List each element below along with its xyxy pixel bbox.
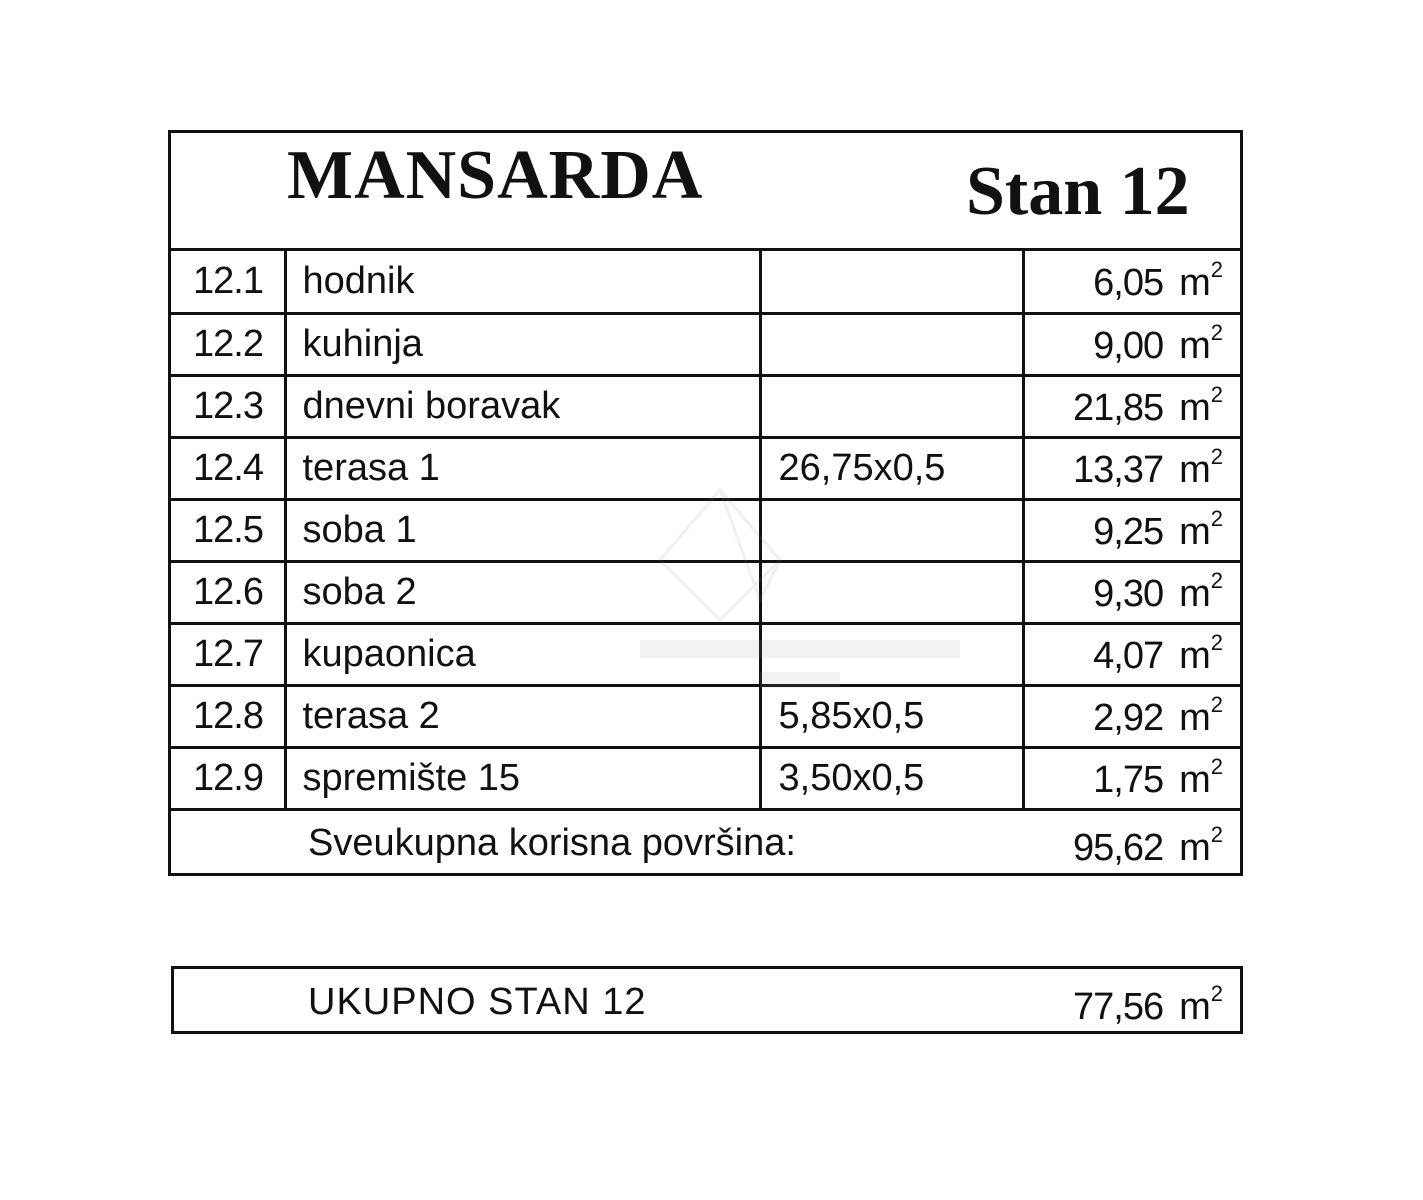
table-row <box>171 437 1240 499</box>
room-area-unit-exponent: 2 <box>1210 506 1222 531</box>
room-number: 12.8 <box>171 685 285 747</box>
rooms-table <box>171 251 1240 811</box>
room-dimensions <box>760 561 1023 623</box>
room-area <box>1023 375 1240 437</box>
room-number: 12.1 <box>171 251 285 313</box>
room-number: 12.5 <box>171 499 285 561</box>
room-number: 12.3 <box>171 375 285 437</box>
room-number: 12.7 <box>171 623 285 685</box>
total-unit-exponent: 2 <box>1210 821 1222 847</box>
room-dimensions: 3,50x0,5 <box>760 747 1023 809</box>
room-area-value: 21,85 <box>1073 387 1164 429</box>
room-area-unit-exponent: 2 <box>1210 320 1222 345</box>
total-unit: m <box>1179 826 1210 869</box>
room-area-unit: m <box>1179 697 1210 739</box>
room-name: kupaonica <box>285 623 760 685</box>
room-dimensions: 5,85x0,5 <box>760 685 1023 747</box>
room-name: soba 1 <box>285 499 760 561</box>
room-area-unit: m <box>1179 387 1210 429</box>
room-area-unit: m <box>1179 262 1210 305</box>
table-row <box>171 251 1240 313</box>
room-area-unit-exponent: 2 <box>1210 257 1222 283</box>
table-row <box>171 685 1240 747</box>
table-row <box>171 623 1240 685</box>
table-row <box>171 747 1240 809</box>
total-label: Sveukupna korisna površina: <box>308 821 796 864</box>
room-area <box>1023 437 1240 499</box>
table-row <box>171 561 1240 623</box>
room-dimensions <box>760 375 1023 437</box>
room-area-value: 6,05 <box>1093 262 1164 305</box>
room-number: 12.9 <box>171 747 285 809</box>
room-area-value: 4,07 <box>1093 635 1164 677</box>
room-area <box>1023 313 1240 375</box>
floor-title: MANSARDA <box>287 137 704 214</box>
room-number: 12.6 <box>171 561 285 623</box>
summary-label: UKUPNO STAN 12 <box>308 981 647 1023</box>
room-dimensions <box>760 313 1023 375</box>
room-area-unit: m <box>1179 759 1210 801</box>
room-dimensions <box>760 251 1023 313</box>
room-area-value: 9,25 <box>1093 511 1164 553</box>
room-name: hodnik <box>285 251 760 313</box>
room-name: terasa 1 <box>285 437 760 499</box>
room-area-value: 2,92 <box>1093 697 1164 739</box>
room-area <box>1023 623 1240 685</box>
room-area <box>1023 251 1240 313</box>
room-dimensions <box>760 623 1023 685</box>
room-name: dnevni boravak <box>285 375 760 437</box>
area-table <box>168 130 1243 876</box>
room-area-value: 9,00 <box>1093 325 1164 367</box>
summary-area-value: 77,56 <box>1073 986 1164 1028</box>
room-area <box>1023 685 1240 747</box>
room-name: kuhinja <box>285 313 760 375</box>
room-area-unit-exponent: 2 <box>1210 382 1222 407</box>
room-area-value: 1,75 <box>1093 759 1164 801</box>
room-area-unit-exponent: 2 <box>1210 754 1222 779</box>
table-row <box>171 313 1240 375</box>
room-area-value: 9,30 <box>1093 573 1164 615</box>
title-row <box>171 133 1240 251</box>
room-name: spremište 15 <box>285 747 760 809</box>
room-name: soba 2 <box>285 561 760 623</box>
room-area-unit: m <box>1179 325 1210 367</box>
room-area-unit-exponent: 2 <box>1210 630 1222 655</box>
apartment-title: Stan 12 <box>966 153 1190 230</box>
room-area-unit: m <box>1179 511 1210 553</box>
room-area-unit: m <box>1179 635 1210 677</box>
room-area-unit: m <box>1179 573 1210 615</box>
table-row <box>171 499 1240 561</box>
room-area-unit-exponent: 2 <box>1210 568 1222 593</box>
table-row <box>171 375 1240 437</box>
room-name: terasa 2 <box>285 685 760 747</box>
room-number: 12.4 <box>171 437 285 499</box>
room-area <box>1023 499 1240 561</box>
room-area-value: 13,37 <box>1073 449 1164 491</box>
summary-box <box>171 966 1243 1034</box>
total-area <box>1073 822 1222 870</box>
room-area-unit-exponent: 2 <box>1210 692 1222 717</box>
room-area <box>1023 561 1240 623</box>
room-dimensions: 26,75x0,5 <box>760 437 1023 499</box>
total-area-value: 95,62 <box>1073 826 1164 869</box>
room-dimensions <box>760 499 1023 561</box>
rooms-body <box>171 251 1240 809</box>
summary-unit-exponent: 2 <box>1210 981 1222 1006</box>
room-area-unit: m <box>1179 449 1210 491</box>
room-area <box>1023 747 1240 809</box>
room-area-unit-exponent: 2 <box>1210 444 1222 469</box>
summary-area <box>1073 981 1222 1029</box>
room-number: 12.2 <box>171 313 285 375</box>
total-row <box>171 811 1240 873</box>
summary-unit: m <box>1179 986 1210 1028</box>
